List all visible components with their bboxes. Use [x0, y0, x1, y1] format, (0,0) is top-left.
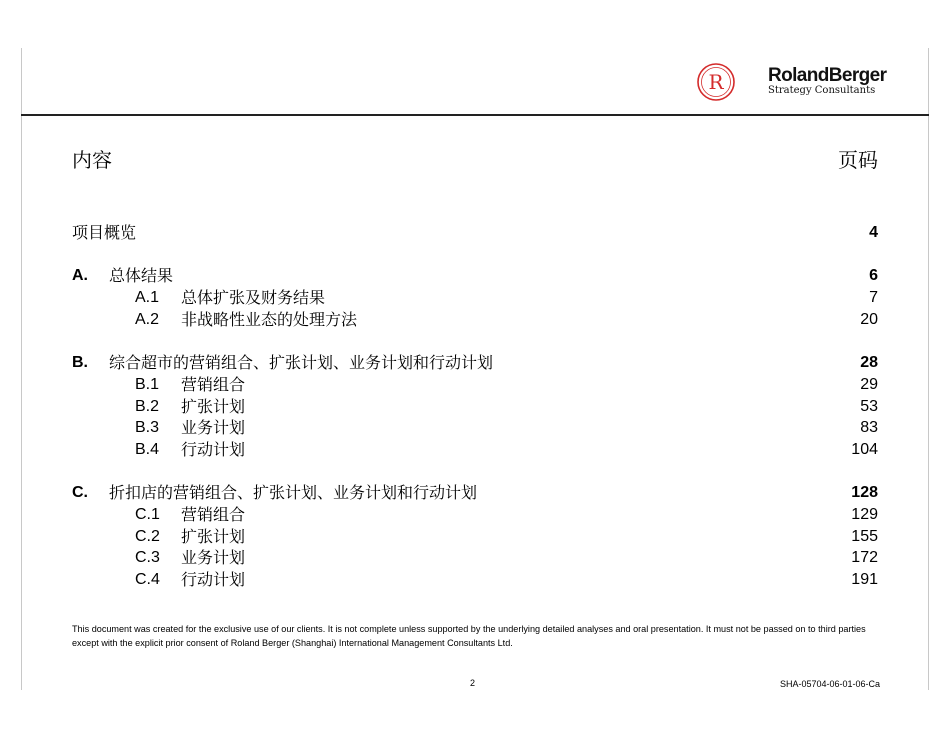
page-number: 2 [470, 678, 476, 688]
toc-item-c3[interactable] [72, 547, 878, 569]
toc-section-c[interactable] [72, 482, 878, 504]
toc-item-c2[interactable] [72, 526, 878, 548]
section-letter: A. [72, 267, 88, 285]
item-label: 行动计划 [181, 439, 246, 459]
page-heading: 页码 [838, 148, 878, 172]
item-page: 155 [851, 527, 878, 545]
section-letter: C. [72, 484, 88, 502]
toc-item-a1[interactable] [72, 287, 878, 309]
item-label: 扩张计划 [181, 526, 246, 546]
item-page: 53 [860, 397, 878, 415]
item-label: 业务计划 [181, 548, 246, 568]
toc-section-b[interactable] [72, 352, 878, 374]
item-label: 非战略性业态的处理方法 [181, 309, 358, 329]
company-logo [696, 62, 886, 102]
roland-berger-monogram-icon [696, 62, 736, 102]
toc-item-b3[interactable] [72, 417, 878, 439]
item-page: 83 [860, 419, 878, 437]
item-page: 29 [860, 375, 878, 393]
item-page: 191 [851, 571, 878, 588]
section-label: 总体结果 [109, 266, 174, 286]
toc-item-b1[interactable] [72, 374, 878, 396]
item-label: 扩张计划 [181, 396, 246, 416]
header-divider [21, 114, 929, 116]
item-page: 7 [869, 289, 878, 307]
brand-name: RolandBerger [768, 65, 887, 86]
toc-section-a[interactable] [72, 265, 878, 287]
toc-item-a2[interactable] [72, 309, 878, 331]
contents-heading: 内容 [72, 148, 112, 172]
item-code: A.2 [135, 310, 160, 328]
toc-overview-label: 项目概览 [72, 223, 137, 242]
section-label: 折扣店的营销组合、扩张计划、业务计划和行动计划 [109, 483, 478, 503]
svg-text:R: R [708, 70, 724, 94]
brand-tagline: Strategy Consultants [768, 85, 876, 96]
item-label: 总体扩张及财务结果 [181, 288, 326, 308]
section-page: 28 [860, 354, 878, 372]
item-code: C.4 [135, 571, 160, 588]
item-label: 营销组合 [181, 374, 246, 394]
table-of-contents [72, 222, 878, 591]
section-page: 6 [869, 267, 878, 285]
document-code: SHA-05704-06-01-06-Ca [779, 679, 880, 689]
page-frame-right [928, 48, 929, 690]
item-label: 行动计划 [181, 570, 246, 589]
item-page: 129 [851, 505, 878, 523]
section-page: 128 [851, 484, 878, 502]
section-label: 综合超市的营销组合、扩张计划、业务计划和行动计划 [109, 353, 494, 373]
confidentiality-disclaimer: This document was created for the exclusive use of our clients. It is not complete unless supported by the underlying detailed analyses and oral presentation. It must not be passed on to third parties except with the explicit prior consent of Roland Berger (Shanghai) International Management Consultants Ltd. [72, 624, 866, 648]
toc-overview-page: 4 [869, 224, 878, 241]
toc-item-b4[interactable] [72, 439, 878, 461]
item-label: 业务计划 [181, 418, 246, 438]
page-frame-left [21, 48, 22, 690]
item-label: 营销组合 [181, 504, 246, 524]
item-code: B.4 [135, 440, 160, 458]
item-code: C.2 [135, 527, 160, 545]
item-code: A.1 [135, 289, 160, 307]
item-code: B.1 [135, 375, 160, 393]
item-code: B.3 [135, 419, 160, 437]
item-page: 20 [860, 310, 878, 328]
toc-item-c1[interactable] [72, 504, 878, 526]
item-page: 172 [851, 549, 878, 567]
toc-overview-row[interactable] [72, 222, 878, 244]
item-code: C.3 [135, 549, 160, 567]
toc-item-c4[interactable] [72, 569, 878, 591]
item-code: C.1 [135, 505, 160, 523]
toc-item-b2[interactable] [72, 396, 878, 418]
item-page: 104 [851, 440, 878, 458]
item-code: B.2 [135, 397, 160, 415]
section-letter: B. [72, 354, 88, 372]
